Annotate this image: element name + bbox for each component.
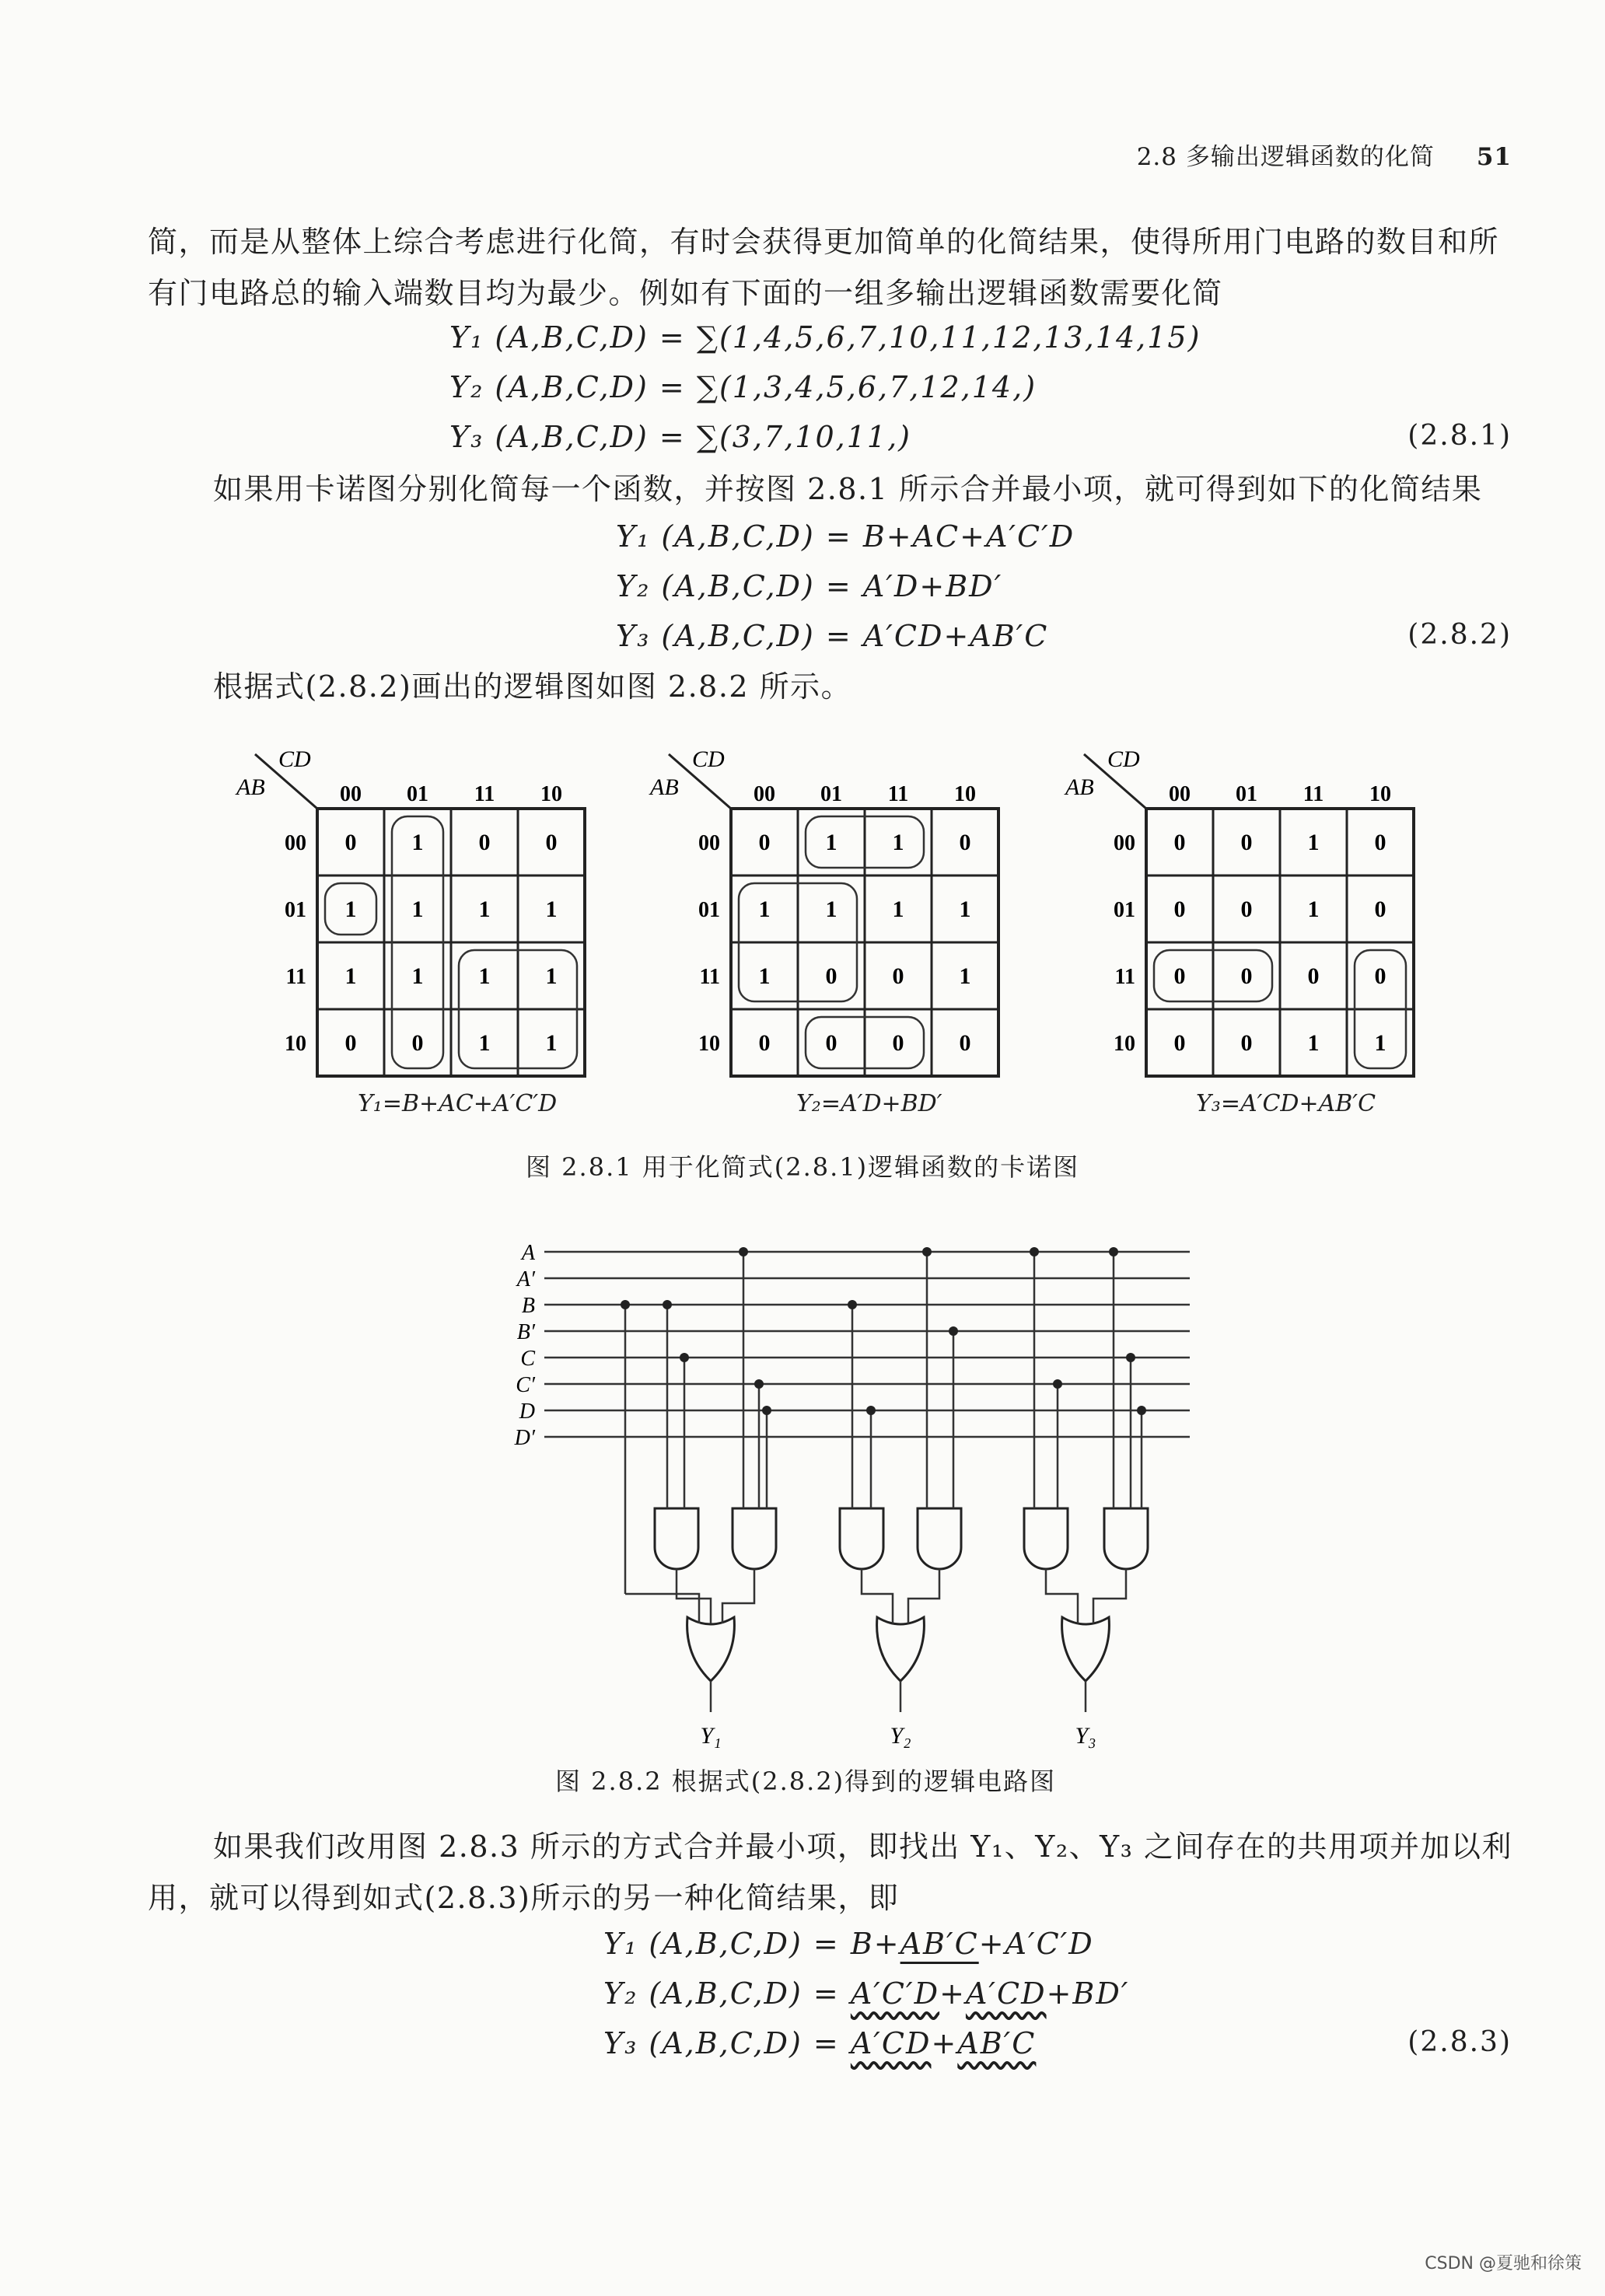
- kmap-row-label: 00: [698, 831, 720, 855]
- kmap-cell-value: 0: [1374, 830, 1386, 855]
- input-label: A: [521, 1241, 535, 1265]
- output-label: Y₂: [890, 1723, 911, 1749]
- kmap-col-label: 10: [954, 782, 976, 806]
- kmap-cell-value: 1: [1374, 1030, 1386, 1056]
- kmap-cell-value: 0: [1240, 896, 1253, 922]
- kmap-1: [235, 746, 585, 1076]
- term: +: [931, 2026, 958, 2060]
- kmap-cell-value: 1: [959, 896, 971, 922]
- kmap-3: [1064, 746, 1414, 1076]
- kmap-cell-value: 1: [411, 896, 424, 922]
- junction-dot: [680, 1353, 689, 1362]
- or-input-wire: [908, 1569, 939, 1623]
- and-gate: [1024, 1508, 1068, 1569]
- kmap-row-label: 10: [285, 1032, 306, 1056]
- kmap-cell-value: 1: [959, 963, 971, 989]
- equation-number-2-8-3: (2.8.3): [1407, 2026, 1512, 2058]
- term: +A′C′D: [978, 1927, 1094, 1961]
- kmap-cell-value: 0: [1374, 896, 1386, 922]
- kmap-cell-value: 1: [478, 963, 491, 989]
- input-label: B: [521, 1294, 535, 1318]
- kmap-title-y3: Y₃=A′CD+AB′C: [1196, 1090, 1376, 1117]
- kmap-2: [649, 746, 998, 1076]
- equation-y1-shared: [603, 1927, 1094, 1961]
- kmap-col-label: 00: [340, 782, 362, 806]
- paragraph-figure-ref: 根据式(2.8.2)画出的逻辑图如图 2.8.2 所示。: [213, 669, 852, 704]
- junction-dot: [762, 1406, 771, 1415]
- kmap-cell-value: 0: [892, 1030, 904, 1056]
- or-input-wire: [1046, 1569, 1078, 1623]
- kmap-cell-value: 1: [545, 1030, 558, 1056]
- or-gate: [877, 1617, 925, 1681]
- kmap-cell-value: 0: [1173, 830, 1186, 855]
- equation-y1-simplified: Y₁ (A,B,C,D) = B+AC+A′C′D: [616, 519, 1075, 554]
- junction-dot: [754, 1379, 764, 1389]
- watermark: CSDN @夏驰和徐策: [1425, 2254, 1582, 2273]
- kmap-cell-value: 1: [478, 1030, 491, 1056]
- kmap-cell-value: 0: [892, 963, 904, 989]
- page-number: 51: [1476, 143, 1512, 171]
- kmap-col-var: CD: [1107, 746, 1140, 772]
- kmap-cell-value: 0: [344, 1030, 357, 1056]
- kmap-cell-value: 0: [959, 830, 971, 855]
- or-input-wire: [1093, 1569, 1126, 1623]
- kmap-cell-value: 1: [411, 830, 424, 855]
- kmap-row-label: 11: [699, 965, 720, 989]
- kmap-col-label: 01: [1236, 782, 1257, 806]
- term: +: [939, 1976, 966, 2011]
- kmap-cell-value: 0: [344, 830, 357, 855]
- kmap-col-var: CD: [692, 746, 725, 772]
- and-gate: [733, 1508, 776, 1569]
- junction-dot: [1030, 1247, 1039, 1256]
- kmap-cell-value: 0: [1173, 963, 1186, 989]
- kmap-cell-value: 1: [1307, 1030, 1320, 1056]
- paragraph-intro: 简，而是从整体上综合考虑进行化简，有时会获得更加简单的化简结果，使得所用门电路的数目和所有门电路总的输入端数目均为最少。例如有下面的一组多输出逻辑函数需要化简: [148, 225, 1500, 310]
- equation-y2-minterms: Y₂ (A,B,C,D) = ∑(1,3,4,5,6,7,12,14,): [449, 370, 1037, 404]
- kmap-col-label: 00: [754, 782, 775, 806]
- kmap-col-label: 01: [407, 782, 428, 806]
- equation-y1-minterms: Y₁ (A,B,C,D) = ∑(1,4,5,6,7,10,11,12,13,14,15): [449, 320, 1201, 355]
- input-label: D: [519, 1400, 535, 1424]
- input-label: A′: [516, 1267, 535, 1291]
- or-input-wire: [722, 1569, 754, 1623]
- equation-y3-shared: [603, 2026, 1036, 2060]
- output-label: Y₁: [700, 1723, 722, 1749]
- kmap-cell-value: 1: [478, 896, 491, 922]
- input-label: C: [520, 1347, 535, 1371]
- kmap-cell-value: 1: [1307, 896, 1320, 922]
- equation-y3-minterms: Y₃ (A,B,C,D) = ∑(3,7,10,11,): [449, 420, 911, 454]
- junction-dot: [949, 1326, 958, 1336]
- shared-term-wavy: A′CD: [850, 2026, 932, 2060]
- and-gate: [918, 1508, 961, 1569]
- input-label: B′: [516, 1320, 535, 1344]
- junction-dot: [1053, 1379, 1062, 1389]
- equation-lhs: Y₂ (A,B,C,D) =: [603, 1976, 851, 2011]
- kmap-col-label: 11: [1303, 782, 1324, 806]
- equation-y3-simplified: Y₃ (A,B,C,D) = A′CD+AB′C: [616, 619, 1049, 653]
- kmap-cell-value: 0: [478, 830, 491, 855]
- kmap-cell-value: 1: [344, 963, 357, 989]
- figure-caption-2-8-1: 图 2.8.1 用于化简式(2.8.1)逻辑函数的卡诺图: [526, 1152, 1080, 1182]
- kmap-row-label: 11: [1114, 965, 1135, 989]
- equation-lhs: Y₁ (A,B,C,D) =: [603, 1927, 851, 1961]
- input-label: D′: [514, 1426, 535, 1450]
- kmap-cell-value: 0: [825, 1030, 837, 1056]
- and-gate: [840, 1508, 883, 1569]
- junction-dot: [1137, 1406, 1146, 1415]
- kmap-cell-value: 0: [825, 963, 837, 989]
- kmap-row-label: 01: [698, 898, 720, 922]
- junction-dot: [1109, 1247, 1118, 1256]
- kmap-cell-value: 0: [758, 1030, 771, 1056]
- term: B+: [850, 1927, 900, 1961]
- kmap-cell-value: 1: [758, 963, 771, 989]
- kmap-cell-value: 1: [545, 896, 558, 922]
- kmap-col-label: 10: [540, 782, 562, 806]
- kmap-col-label: 11: [474, 782, 495, 806]
- kmap-row-label: 11: [285, 965, 306, 989]
- kmap-cell-value: 0: [1173, 1030, 1186, 1056]
- shared-term-underlined: AB′C: [900, 1927, 979, 1961]
- kmap-col-label: 01: [820, 782, 842, 806]
- junction-dot: [739, 1247, 748, 1256]
- kmap-title-y2: Y₂=A′D+BD′: [796, 1090, 942, 1117]
- junction-dot: [1126, 1353, 1135, 1362]
- kmap-row-var: AB: [650, 774, 679, 800]
- section-title: 2.8 多输出逻辑函数的化简: [1136, 143, 1435, 171]
- kmap-cell-value: 0: [1240, 1030, 1253, 1056]
- shared-term-wavy: A′CD: [965, 1976, 1047, 2011]
- figure-caption-2-8-2: 图 2.8.2 根据式(2.8.2)得到的逻辑电路图: [555, 1767, 1057, 1796]
- kmap-cell-value: 1: [1307, 830, 1320, 855]
- input-label: C′: [516, 1373, 535, 1397]
- kmap-row-label: 00: [1114, 831, 1135, 855]
- or-input-wire: [677, 1569, 711, 1623]
- or-gate: [687, 1617, 735, 1681]
- kmap-cell-value: 1: [411, 963, 424, 989]
- kmap-cell-value: 0: [1240, 830, 1253, 855]
- running-header: [1137, 137, 1512, 172]
- or-gate: [1062, 1617, 1110, 1681]
- junction-dot: [922, 1247, 932, 1256]
- kmap-cell-value: 1: [892, 830, 904, 855]
- output-label: Y₃: [1075, 1723, 1096, 1749]
- kmap-col-var: CD: [278, 746, 311, 772]
- equation-y2-simplified: Y₂ (A,B,C,D) = A′D+BD′: [616, 569, 1003, 603]
- logic-circuit-figure: [0, 1213, 1605, 1757]
- paragraph-kmap-intro: 如果用卡诺图分别化简每一个函数，并按图 2.8.1 所示合并最小项，就可得到如下的化简结果: [213, 472, 1483, 506]
- kmap-col-label: 10: [1369, 782, 1391, 806]
- kmap-col-label: 00: [1169, 782, 1191, 806]
- kmap-cell-value: 0: [1173, 896, 1186, 922]
- kmap-cell-value: 1: [545, 963, 558, 989]
- term: +BD′: [1046, 1976, 1130, 2011]
- kmap-cell-value: 1: [825, 896, 837, 922]
- or-input-wire: [862, 1569, 893, 1623]
- junction-dot: [848, 1300, 857, 1309]
- kmap-row-label: 01: [1114, 898, 1135, 922]
- kmap-cell-value: 0: [545, 830, 558, 855]
- kmap-title-y1: Y₁=B+AC+A′C′D: [358, 1090, 558, 1117]
- kmap-row-var: AB: [236, 774, 265, 800]
- kmap-col-label: 11: [887, 782, 909, 806]
- kmap-row-label: 10: [1114, 1032, 1135, 1056]
- paragraph-shared-terms: 如果我们改用图 2.8.3 所示的方式合并最小项，即找出 Y₁、Y₂、Y₃ 之间存在的共用项并加以利用，就可以得到如式(2.8.3)所示的另一种化简结果，即: [148, 1829, 1512, 1915]
- equation-number-2-8-2: (2.8.2): [1407, 619, 1512, 651]
- equation-y2-shared: [603, 1976, 1129, 2011]
- kmap-cell-value: 0: [758, 830, 771, 855]
- kmap-cell-value: 0: [1374, 963, 1386, 989]
- kmap-cell-value: 0: [959, 1030, 971, 1056]
- kmap-row-label: 00: [285, 831, 306, 855]
- kmap-cell-value: 1: [825, 830, 837, 855]
- junction-dot: [866, 1406, 876, 1415]
- kmap-cell-value: 0: [411, 1030, 424, 1056]
- junction-dot: [663, 1300, 672, 1309]
- kmap-cell-value: 1: [344, 896, 357, 922]
- kmap-cell-value: 1: [892, 896, 904, 922]
- and-gate: [1104, 1508, 1148, 1569]
- kmap-cell-value: 1: [758, 896, 771, 922]
- equation-lhs: Y₃ (A,B,C,D) =: [603, 2026, 851, 2060]
- kmap-row-label: 10: [698, 1032, 720, 1056]
- junction-dot: [621, 1300, 630, 1309]
- equation-number-2-8-1: (2.8.1): [1407, 420, 1512, 452]
- shared-term-wavy: AB′C: [957, 2026, 1037, 2060]
- kmap-cell-value: 0: [1240, 963, 1253, 989]
- kmap-cell-value: 0: [1307, 963, 1320, 989]
- and-gate: [655, 1508, 698, 1569]
- kmap-row-label: 01: [285, 898, 306, 922]
- kmap-row-var: AB: [1065, 774, 1094, 800]
- shared-term-wavy: A′C′D: [850, 1976, 940, 2011]
